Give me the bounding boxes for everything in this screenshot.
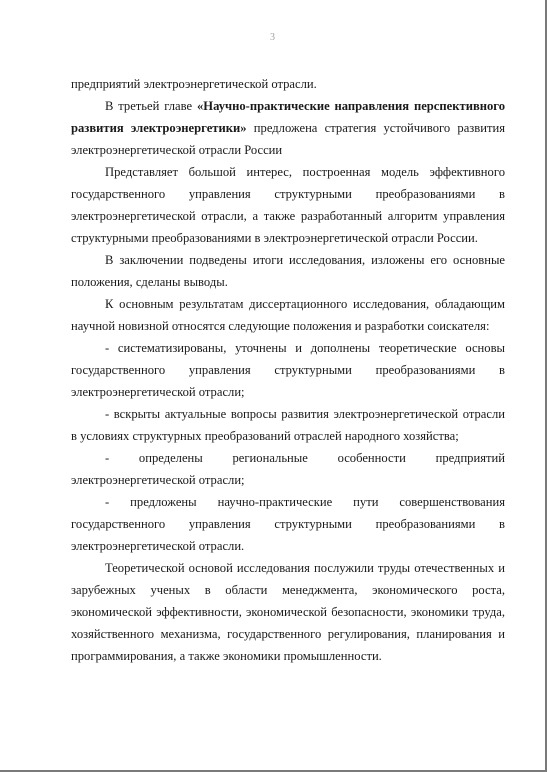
list-item-result-3: - определены региональные особенности предприятий электроэнергетической отрасли; bbox=[71, 451, 505, 487]
paragraph-theoretical-basis: Теоретической основой исследования послужили труды отечественных и зарубежных ученых в области менеджмента, экономического роста, экономической эффективности, экономической безопасности, экономики труда, хозяйственного механизма, государственного регулирования, планирования и программирования, а также экономики промышленности. bbox=[71, 561, 505, 663]
paragraph-chapter-three-rest: предложена стратегия устойчивого развития электроэнергетической отрасли России bbox=[71, 121, 505, 157]
document-body bbox=[71, 73, 505, 667]
paragraph-chapter-three-intro: В третьей главе bbox=[105, 99, 197, 113]
paragraph-continuation: предприятий электроэнергетической отрасли. bbox=[71, 77, 317, 91]
paragraph-conclusion: В заключении подведены итоги исследования, изложены его основные положения, сделаны выводы. bbox=[71, 253, 505, 289]
paragraph-model: Представляет большой интерес, построенная модель эффективного государственного управления структурными преобразованиями в электроэнергетической отрасли, а также разработанный алгоритм управления структурными преобразованиями в электроэнергетической отрасли России. bbox=[71, 165, 505, 245]
list-item-result-4: - предложены научно-практические пути совершенствования государственного управления структурными преобразованиями в электроэнергетической отрасли. bbox=[71, 495, 505, 553]
paragraph-results-intro: К основным результатам диссертационного исследования, обладающим научной новизной относятся следующие положения и разработки соискателя: bbox=[71, 297, 505, 333]
list-item-result-1: - систематизированы, уточнены и дополнены теоретические основы государственного управления структурными преобразованиями в электроэнергетической отрасли; bbox=[71, 341, 505, 399]
page-number: 3 bbox=[270, 32, 275, 43]
list-item-result-2: - вскрыты актуальные вопросы развития электроэнергетической отрасли в условиях структурных преобразований отраслей народного хозяйства; bbox=[71, 407, 505, 443]
paragraph-chapter-three bbox=[71, 95, 505, 161]
chapter-three-title: «Научно-практические направления перспективного развития электроэнергетики» bbox=[71, 99, 506, 135]
